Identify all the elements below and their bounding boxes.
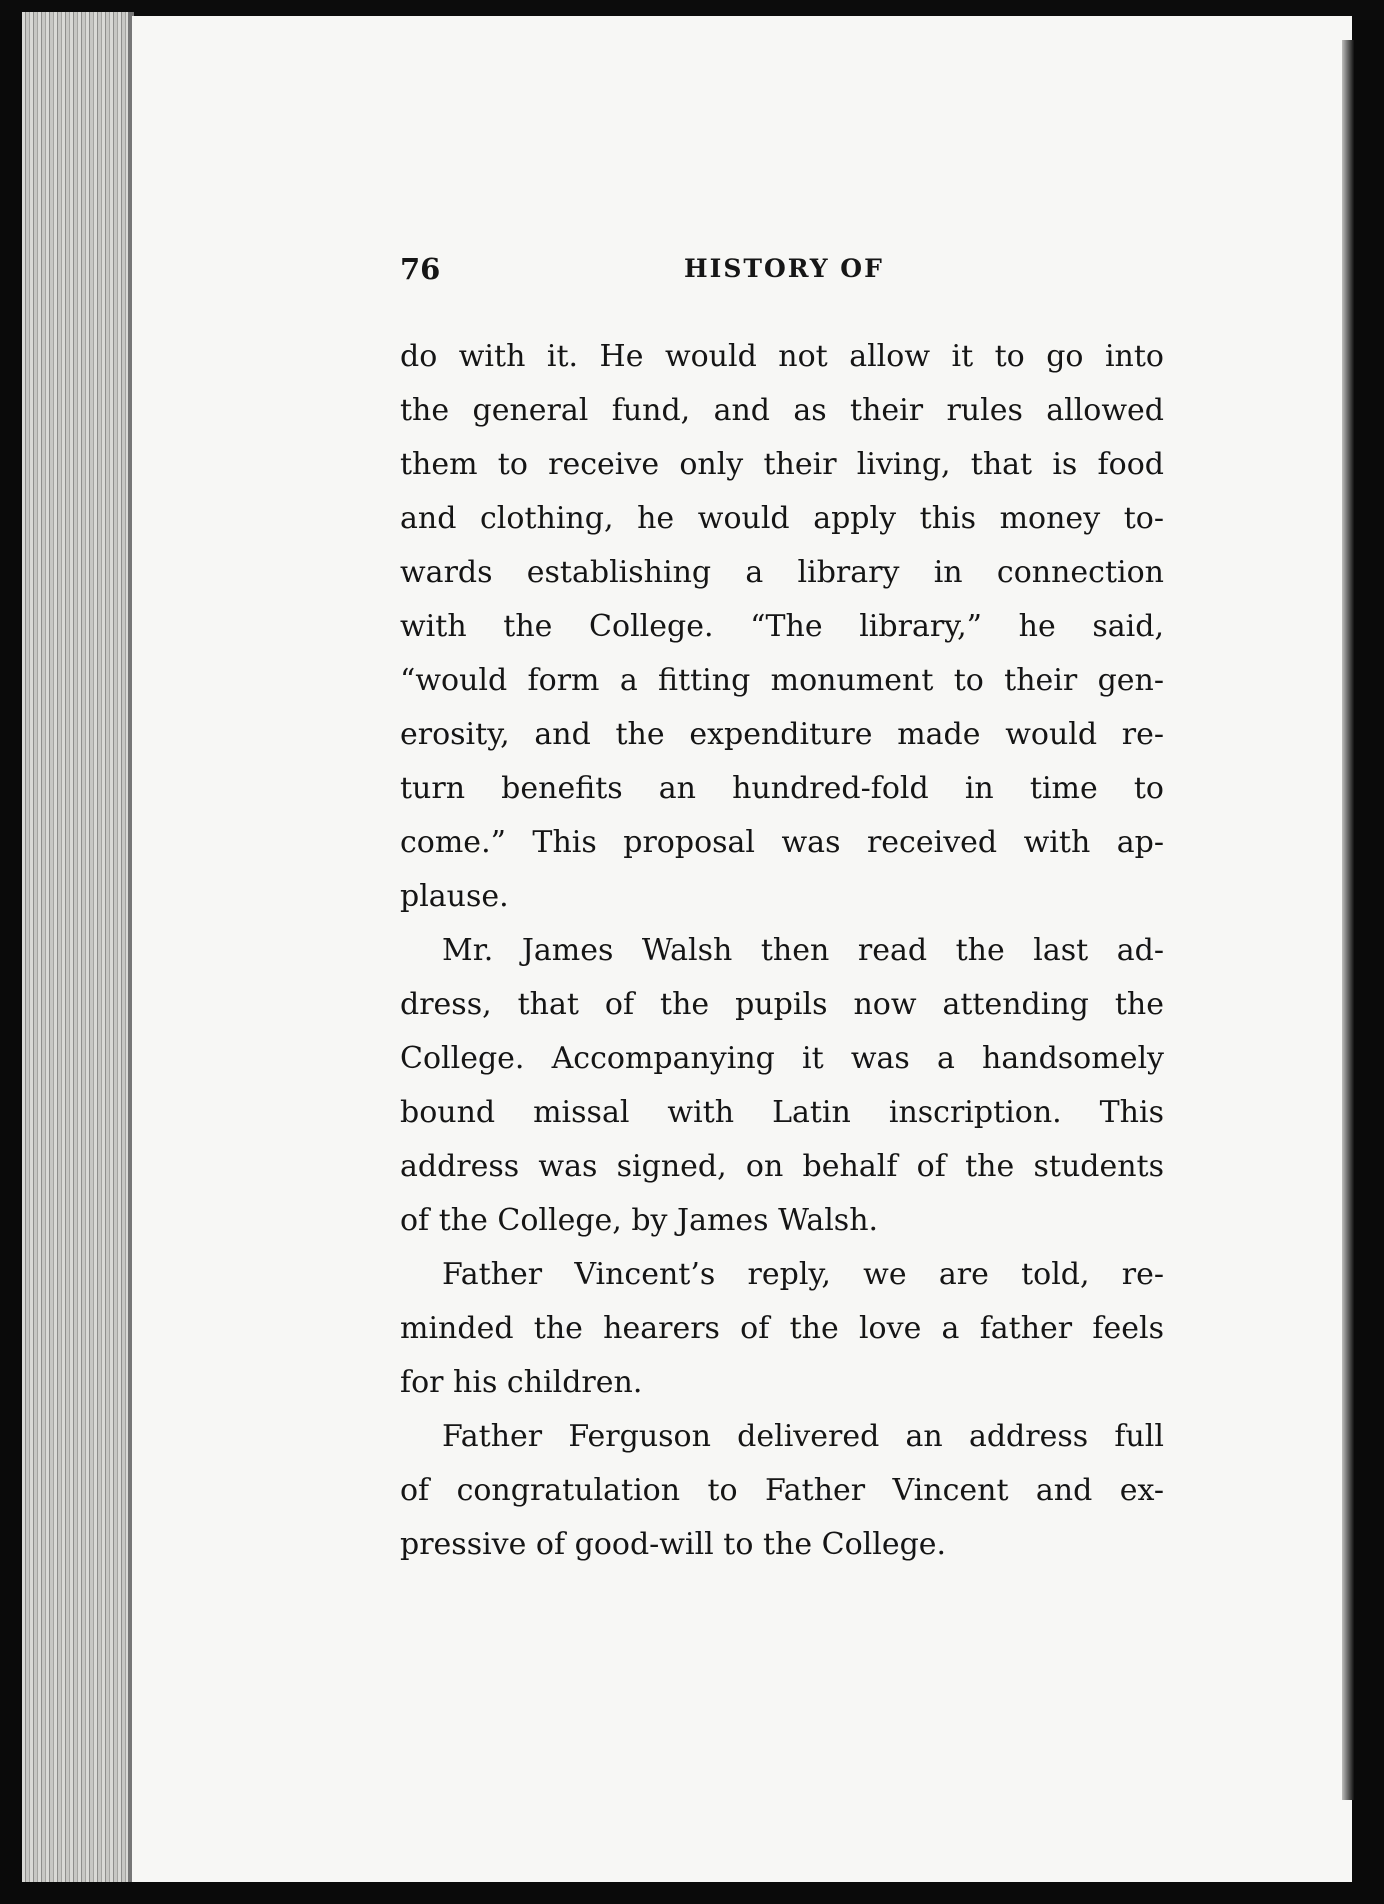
text-line: Father Ferguson delivered an address full [442,1419,1164,1454]
text-line: bound missal with Latin inscription. This [400,1095,1164,1130]
page-number: 76 [400,252,441,286]
paragraph [400,1410,1164,1572]
text-line: College. Accompanying it was a handsomely [400,1041,1164,1076]
text-line: with the College. “The library,” he said, [400,609,1164,644]
page-gutter-shadow [1342,40,1354,1800]
text-line: wards establishing a library in connection [400,555,1164,590]
text-line: “would form a fitting monument to their gen- [400,663,1164,698]
text-line: do with it. He would not allow it to go into [400,339,1164,374]
text-line: minded the hearers of the love a father feels [400,1311,1164,1346]
text-line: Mr. James Walsh then read the last ad- [442,933,1164,968]
text-line: them to receive only their living, that is food [400,447,1164,482]
text-line: come.” This proposal was received with ap- [400,825,1164,860]
scan-bottom-border [0,1882,1384,1904]
text-line: Father Vincent’s reply, we are told, re- [442,1257,1164,1292]
text-line: erosity, and the expenditure made would re- [400,717,1164,752]
paragraph [400,1248,1164,1410]
text-line: address was signed, on behalf of the students [400,1149,1164,1184]
paragraph [400,330,1164,924]
text-line: the general fund, and as their rules allowed [400,393,1164,428]
body-text [400,330,1164,1572]
text-line: of congratulation to Father Vincent and ex- [400,1473,1164,1508]
running-head [400,252,1164,296]
text-line: pressive of good-will to the College. [400,1527,947,1562]
paragraph [400,924,1164,1248]
text-line: for his children. [400,1365,643,1400]
book-page-edges [22,12,134,1884]
text-line: turn benefits an hundred-fold in time to [400,771,1164,806]
text-line: and clothing, he would apply this money to- [400,501,1164,536]
running-title: HISTORY OF [684,254,884,283]
text-line: dress, that of the pupils now attending the [400,987,1164,1022]
text-line: plause. [400,879,509,914]
text-line: of the College, by James Walsh. [400,1203,879,1238]
